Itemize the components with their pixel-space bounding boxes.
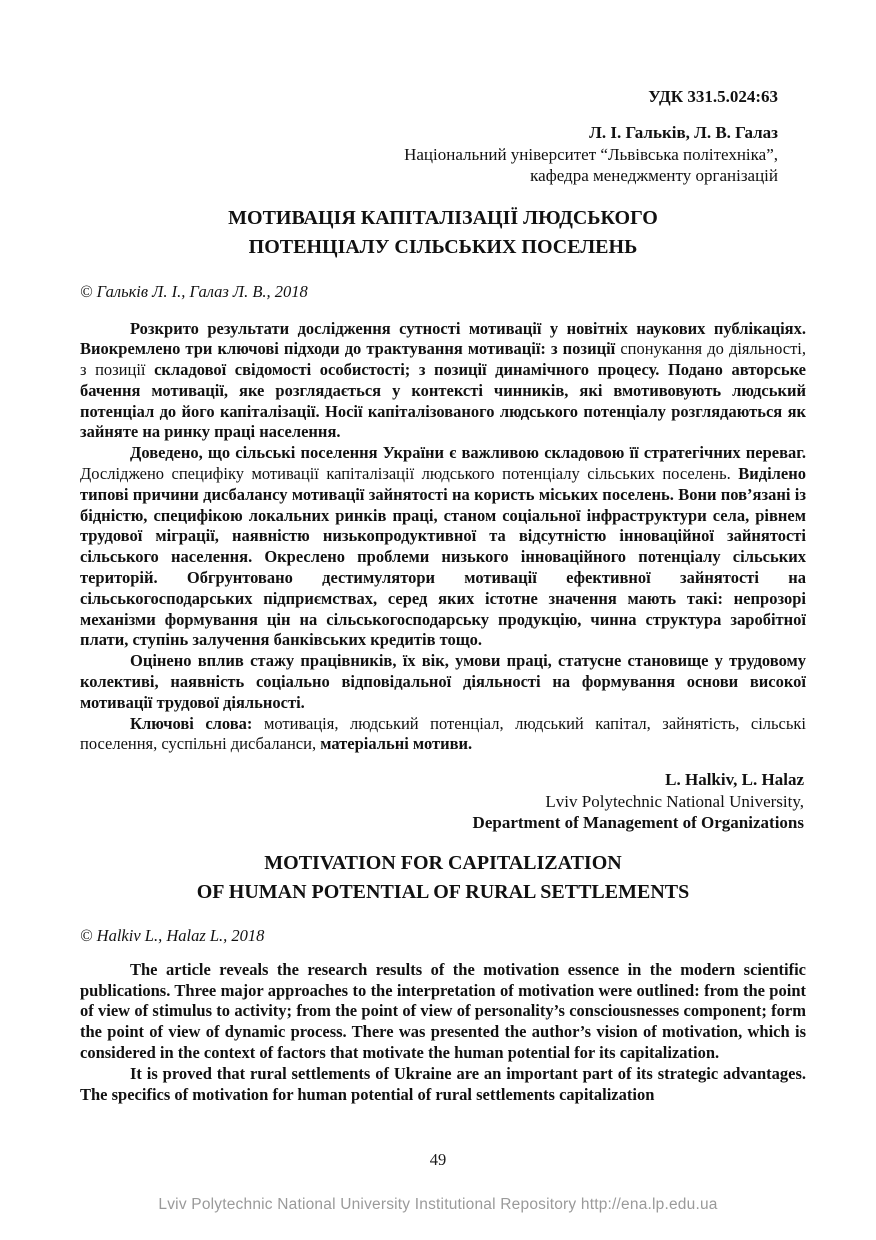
abstract-ua-paragraph-1: Розкрито результати дослідження сутності мотивації у новітніх наукових публікаціях. Виокремлено три ключові підходи до трактування мотивації: з позиції спонукання до діяльності, з позиції складової свідомості особистості; з позиції динамічного процесу. Подано авторське бачення мотивації, яке розглядається у контексті чинників, які вмотивовують людський потенціал до його капіталізації. Носії капіталізованого людського потенціалу розглядаються як зайняте на ринку праці населення. [80, 318, 807, 442]
abstract-en-paragraph-1: The article reveals the research results of the motivation essence in the modern scientific publications. Three major approaches to the interpretation of motivation were outlined: from the point of view of stimulus to activity; from the point of view of personality’s consciousnesses component; form the point of view of dynamic process. There was presented the author’s vision of motivation, which is considered in the context of factors that motivate the human potential for its capitalization. [80, 959, 806, 1062]
article-title-ua [80, 204, 806, 262]
affiliation-university-ua: Національний університет “Львівська політехніка”, [404, 144, 778, 164]
article-title-en-line2: OF HUMAN POTENTIAL OF RURAL SETTLEMENTS [196, 880, 690, 903]
abstract-ua-paragraph-3: Оцінено вплив стажу працівників, їх вік, умови праці, статусне становище у трудовому колективі, наявність соціально відповідальної діяльності на формування основи високої мотивації трудової діяльності. [80, 651, 806, 712]
article-title-ua-line1: МОТИВАЦІЯ КАПІТАЛІЗАЦІЇ ЛЮДСЬКОГО [228, 206, 658, 229]
text-column [80, 0, 806, 1105]
keywords-ua: Ключові слова: мотивація, людський потенціал, людський капітал, зайнятість, сільські поселення, суспільні дисбаланси, матеріальні мотиви. [80, 713, 806, 754]
udc-label: УДК 331.5.024:63 [648, 87, 778, 106]
author-block-ua [80, 122, 806, 187]
copyright-en: © Halkiv L., Halaz L., 2018 [80, 925, 265, 945]
abstract-en-paragraph-2: It is proved that rural settlements of Ukraine are an important part of its strategic advantages. The specifics of motivation for human potential of rural settlements capitalization [80, 1063, 806, 1104]
abstract-ua-paragraph-2: Доведено, що сільські поселення України є важливою складовою її стратегічних переваг. Досліджено специфіку мотивації капіталізації людського потенціалу сільських поселень. Виділено типові причини дисбалансу мотивації зайнятості на користь міських поселень. Вони пов’язані із бідністю, специфікою локальних ринків праці, станом соціальної інфраструктури села, рівнем трудової міграції, наявністю низькопродуктивної та відсутністю інноваційної зайнятості сільського населення. Окреслено проблеми низького інноваційного потенціалу сільських територій. Обгрунтовано дестимулятори мотивації ефективної зайнятості на сільськогосподарських підприємствах, серед яких істотне значення мають такі: непрозорі механізми формування цін на сільськогосподарську продукцію, чинна структура заробітної плати, ступінь залучення банківських кредитів тощо. [80, 443, 806, 650]
article-title-ua-line2: ПОТЕНЦІАЛУ СІЛЬСЬКИХ ПОСЕЛЕНЬ [248, 235, 638, 258]
affiliation-department-en: Department of Management of Organizations [472, 813, 804, 833]
abstract-en [80, 960, 806, 1106]
article-title-en [80, 849, 806, 907]
abstract-ua [80, 319, 806, 756]
repository-footer: Lviv Polytechnic National University Institutional Repository http://ena.lp.edu.ua [158, 1196, 718, 1213]
affiliation-department-ua: кафедра менеджменту організацій [530, 166, 778, 185]
affiliation-university-en: Lviv Polytechnic National University, [545, 791, 804, 811]
article-title-en-line1: MOTIVATION FOR CAPITALIZATION [264, 851, 622, 874]
page-number: 49 [429, 1150, 447, 1169]
author-names-ua: Л. І. Гальків, Л. В. Галаз [589, 123, 778, 142]
author-block-en [80, 769, 806, 834]
copyright-ua: © Гальків Л. І., Галаз Л. В., 2018 [80, 281, 308, 301]
author-names-en: L. Halkiv, L. Halaz [665, 770, 804, 790]
